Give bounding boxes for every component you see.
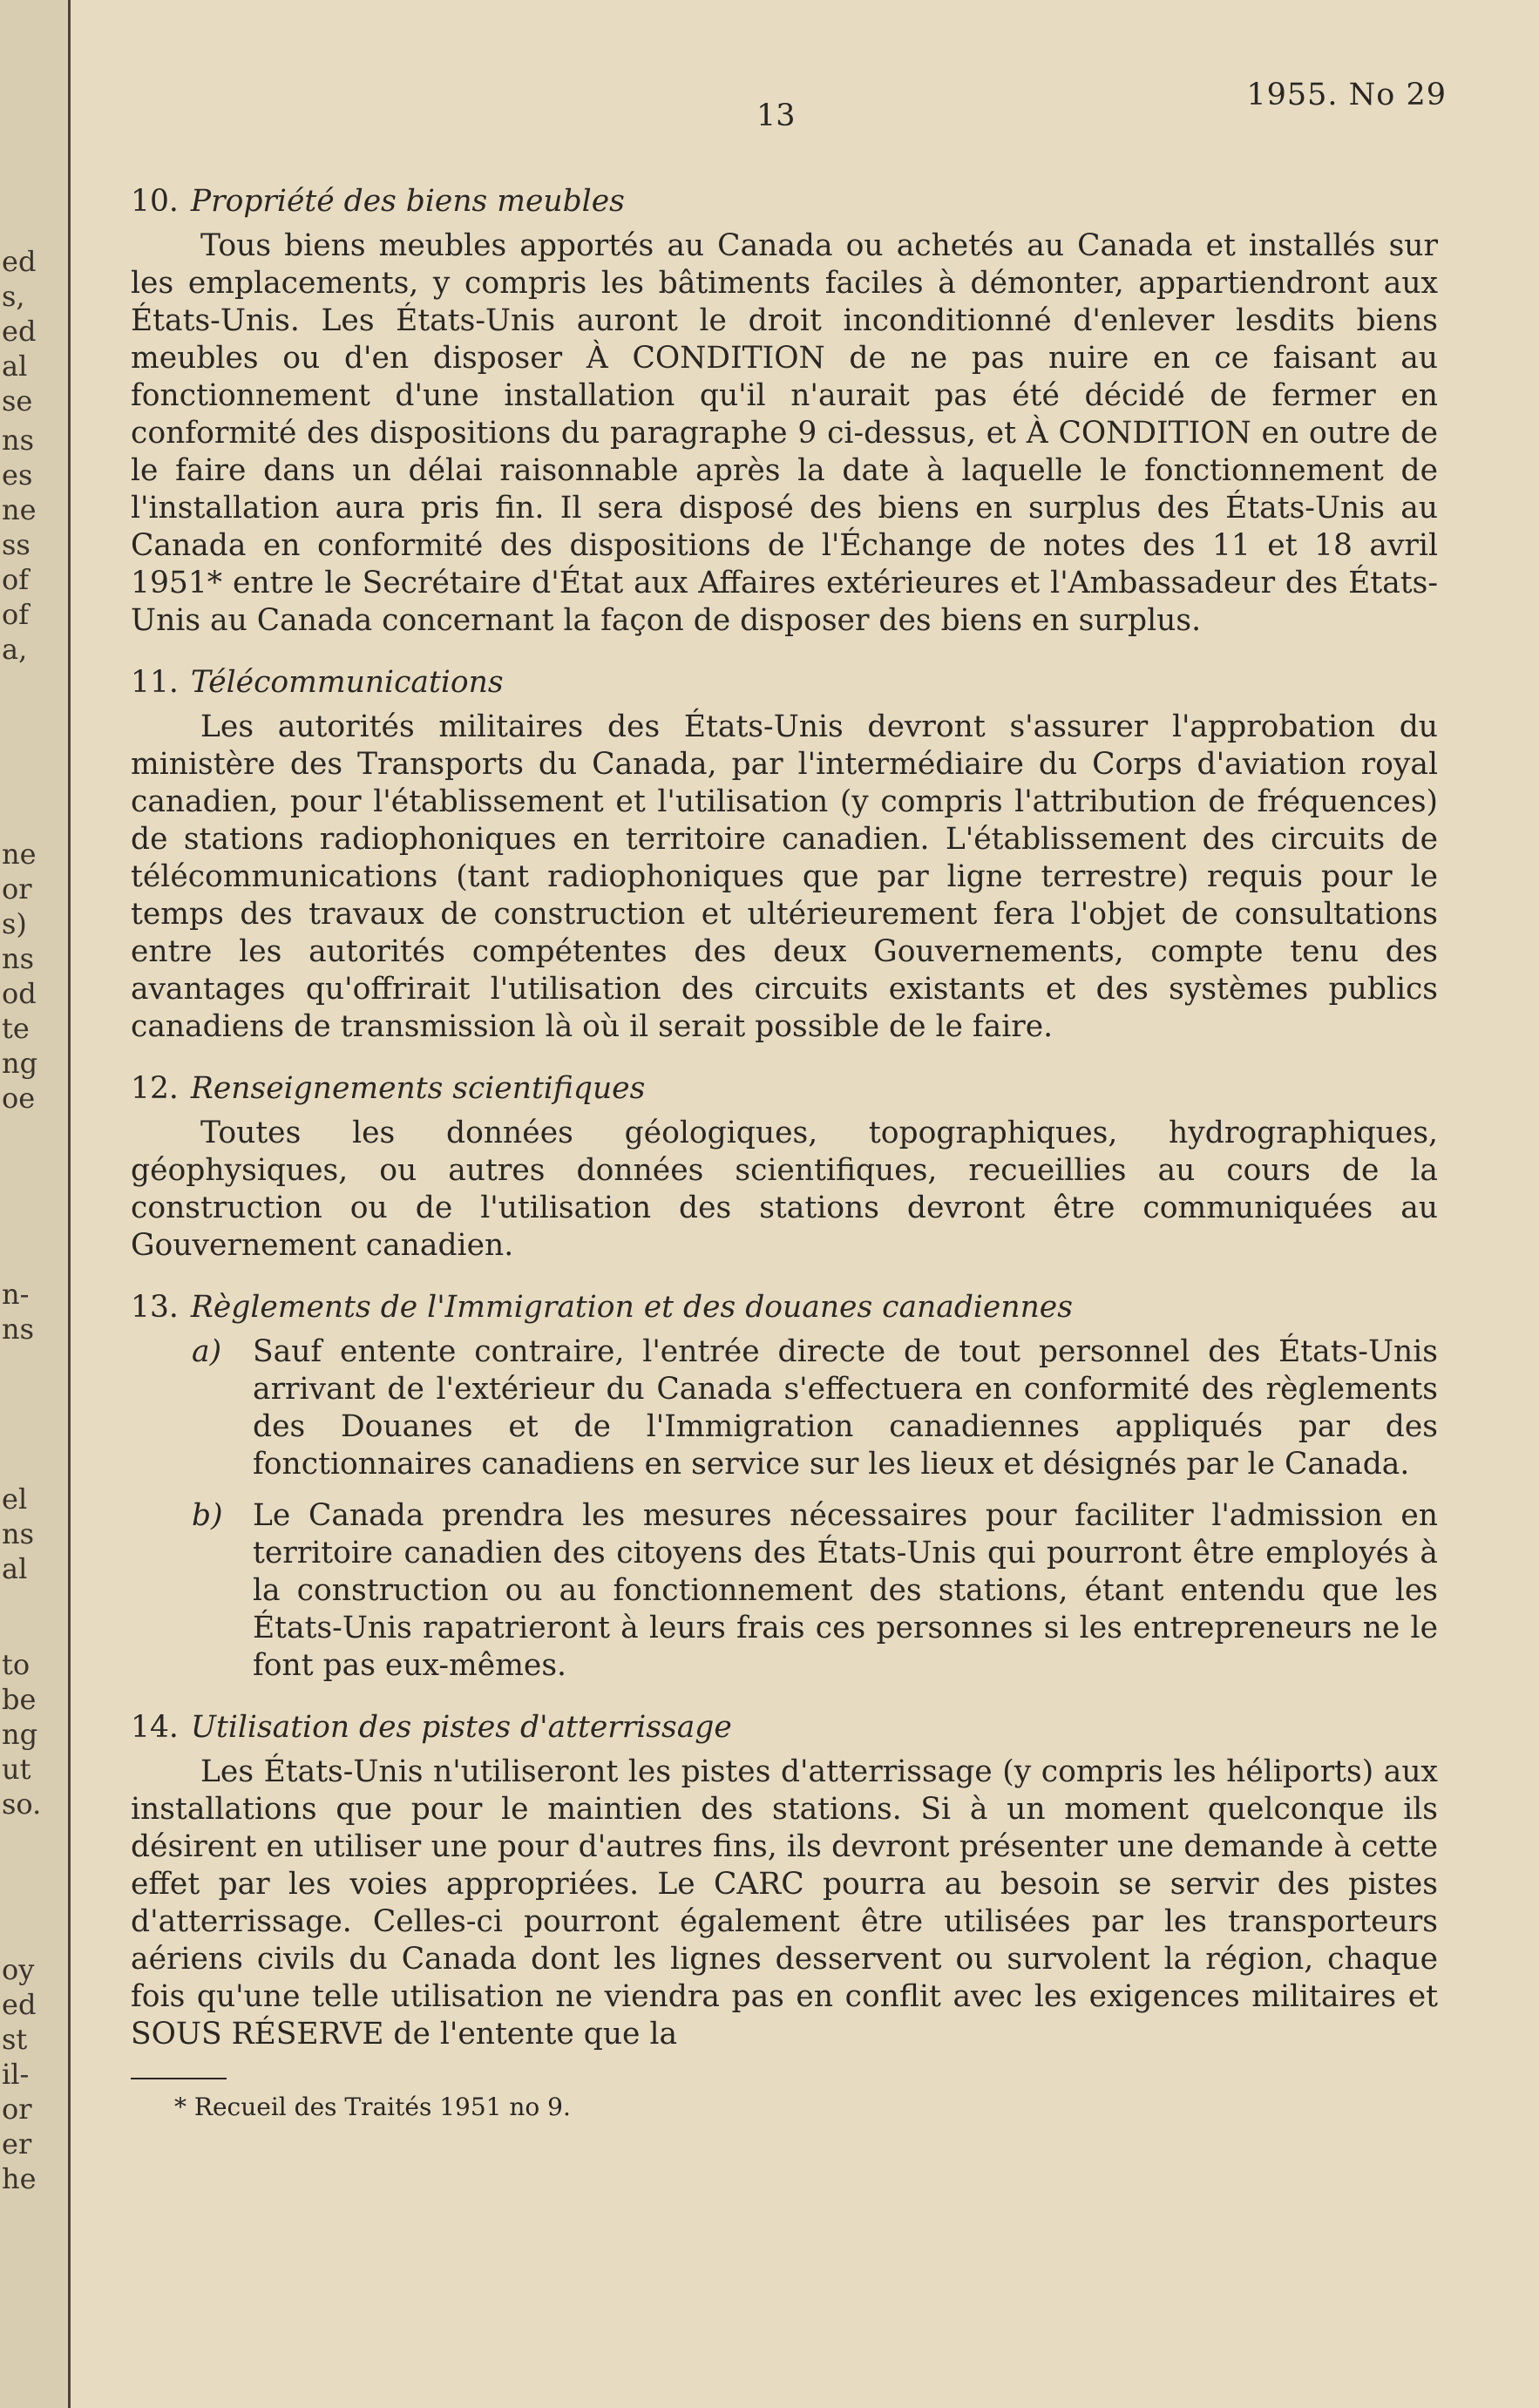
page-number: 13 [756, 98, 796, 133]
binding-text-fragment: so. [2, 1787, 42, 1821]
binding-text-fragment: ed [2, 245, 37, 278]
binding-text-fragment: s) [2, 907, 27, 940]
binding-text-fragment: ns [2, 1517, 35, 1550]
section-13 [131, 1289, 1438, 1685]
binding-text-fragment: te [2, 1012, 30, 1045]
binding-text-fragment: s, [2, 280, 25, 313]
binding-text-fragment: ns [2, 424, 35, 457]
binding-text-fragment: oy [2, 1953, 35, 1986]
section-heading: 11. Télécommunications [131, 665, 504, 700]
binding-text-fragment: ne [2, 493, 37, 526]
section-heading: 14. Utilisation des pistes d'atterrissage [131, 1710, 732, 1745]
binding-text-fragment: st [2, 2023, 28, 2056]
section-paragraph: Les autorités militaires des États-Unis devront s'assurer l'approbation du ministère des Transports du Canada, par l'intermédiaire du Corps d'aviation royal canadien, pour l'établissement et l'utilisation (y compris l'attribution de fréquences) de stations radiophoniques en territoire canadien. L'établissement des circuits de télécommunications (tant radiophoniques que par ligne terrestre) requis pour le temps des travaux de construction et ultérieurement fera l'objet de consultations entre les autorités compétentes des deux Gouvernements, compte tenu des avantages qu'offrirait l'utilisation des circuits existants et des systèmes publics canadiens de transmission là où il serait possible de le faire. [131, 709, 1438, 1044]
item-label: a) [192, 1334, 222, 1369]
page-header [122, 70, 1447, 139]
binding-text-fragment: or [2, 872, 32, 906]
item-text: Le Canada prendra les mesures nécessaires pour faciliter l'admission en territoire canadien des citoyens des États-Unis qui pourront être employés à la construction ou au fonctionnement des stations, étant entendu que les États-Unis rapatrieront à leurs frais ces personnes si les entrepreneurs ne le font pas eux-mêmes. [253, 1498, 1438, 1683]
section-heading: 10. Propriété des biens meubles [131, 184, 625, 219]
section-heading: 12. Renseignements scientifiques [131, 1071, 646, 1106]
section-14 [131, 1709, 1438, 2053]
section-10 [131, 183, 1438, 640]
section-paragraph: Toutes les données géologiques, topographiques, hydrographiques, géophysiques, ou autres données scientifiques, recueillies au cours de la construction ou de l'utilisation des stations devront être communiquées au Gouvernement canadien. [131, 1116, 1438, 1263]
binding-text-fragment: il- [2, 2058, 30, 2091]
binding-text-fragment: ng [2, 1718, 38, 1751]
binding-text-fragment: ne [2, 838, 37, 871]
item-text: Sauf entente contraire, l'entrée directe de tout personnel des États-Unis arrivant de l'extérieur du Canada s'effectuera en conformité des règlements des Douanes et de l'Immigration canadiennes appliqués par des fonctionnaires canadiens en service sur les lieux et désignés par le Canada. [253, 1334, 1438, 1482]
section-11 [131, 664, 1438, 1046]
binding-text-fragment: to [2, 1648, 31, 1681]
section-12 [131, 1070, 1438, 1265]
list-item [192, 1497, 1438, 1685]
binding-text-fragment: ut [2, 1753, 31, 1786]
binding-text-fragment: ns [2, 942, 35, 975]
section-heading: 13. Règlements de l'Immigration et des douanes canadiennes [131, 1290, 1073, 1325]
binding-text-fragment: ss [2, 528, 31, 561]
footnote-divider [131, 2078, 227, 2079]
binding-text-fragment: se [2, 384, 33, 417]
binding-text-fragment: ng [2, 1047, 38, 1080]
binding-text-fragment: oe [2, 1082, 36, 1115]
section-paragraph: Tous biens meubles apportés au Canada ou achetés au Canada et installés sur les emplacements, y compris les bâtiments faciles à démonter, appartiendront aux États-Unis. Les États-Unis auront le droit inconditionné d'enlever lesdits biens meubles ou d'en disposer À CONDITION de ne pas nuire en ce faisant au fonctionnement d'une installation qu'il n'aurait pas été décidé de fermer en conformité des dispositions du paragraphe 9 ci-dessus, et À CONDITION en outre de le faire dans un délai raisonnable après la date à laquelle le fonctionnement de l'installation aura pris fin. Il sera disposé des biens en surplus des États-Unis au Canada en conformité des dispositions de l'Échange de notes des 11 et 18 avril 1951* entre le Secrétaire d'État aux Affaires extérieures et l'Ambassadeur des États-Unis au Canada concernant la façon de disposer des biens en surplus. [131, 228, 1438, 638]
binding-text-fragment: be [2, 1683, 37, 1716]
binding-text-fragment: al [2, 1552, 28, 1585]
item-label: b) [192, 1498, 223, 1533]
binding-text-fragment: er [2, 2127, 32, 2160]
binding-text-fragment: n- [2, 1278, 30, 1311]
footnote: * Recueil des Traités 1951 no 9. [174, 2093, 571, 2121]
adjacent-page-margin [0, 0, 71, 2408]
binding-text-fragment: or [2, 2093, 32, 2126]
binding-text-fragment: od [2, 977, 37, 1010]
binding-text-fragment: ed [2, 1988, 37, 2021]
binding-text-fragment: of [2, 563, 30, 596]
binding-text-fragment: a, [2, 633, 28, 666]
binding-text-fragment: he [2, 2162, 37, 2195]
binding-text-fragment: es [2, 458, 33, 492]
binding-text-fragment: of [2, 598, 30, 631]
issue-reference: 1955. No 29 [1246, 78, 1447, 112]
section-paragraph: Les États-Unis n'utiliseront les pistes d'atterrissage (y compris les héliports) aux installations que pour le maintien des stations. Si à un moment quelconque ils désirent en utiliser une pour d'autres fins, ils devront présenter une demande à cette effet par les voies appropriées. Le CARC pourra au besoin se servir des pistes d'atterrissage. Celles-ci pourront également être utilisées par les transporteurs aériens civils du Canada dont les lignes desservent ou survolent la région, chaque fois qu'une telle utilisation ne viendra pas en conflit avec les exigences militaires et SOUS RÉSERVE de l'entente que la [131, 1754, 1438, 2052]
page-content [131, 183, 1438, 2126]
binding-text-fragment: ed [2, 315, 37, 348]
list-item [192, 1333, 1438, 1483]
binding-text-fragment: ns [2, 1313, 35, 1346]
binding-text-fragment: el [2, 1482, 28, 1516]
binding-text-fragment: al [2, 349, 28, 383]
